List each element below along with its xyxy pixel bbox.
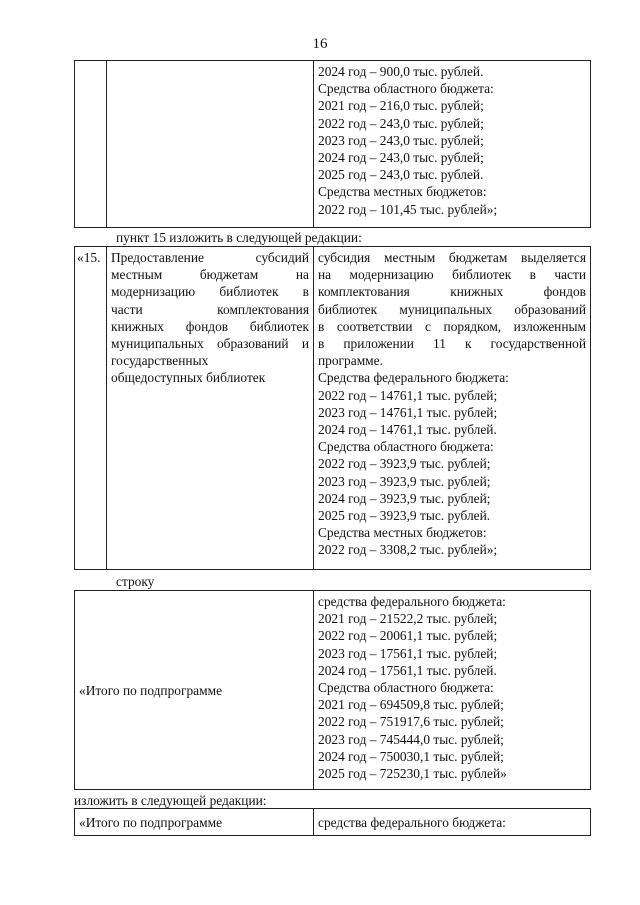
instruction-next-edition: изложить в следующей редакции: <box>74 793 267 808</box>
text-line: 2022 год – 751917,6 тыс. рублей; <box>318 714 504 730</box>
text-line: в соответствии с порядком, изложенным <box>318 318 586 334</box>
text-line: 2024 год – 17561,1 тыс. рублей. <box>318 662 497 678</box>
text-line: 2021 год – 694509,8 тыс. рублей; <box>318 697 504 713</box>
text-line: 2023 год – 17561,1 тыс. рублей; <box>318 645 498 661</box>
item-number: «15. <box>77 250 101 265</box>
page-number: 16 <box>312 36 328 52</box>
text-line: Предоставление субсидий <box>111 250 309 265</box>
table-3 <box>74 590 591 790</box>
text-line: программе. <box>318 353 383 369</box>
table-2-name-cell <box>107 247 314 570</box>
total-label: «Итого по подпрограмме <box>79 683 223 699</box>
text-line: Средства местных бюджетов: <box>318 184 487 200</box>
text-line: 2024 год – 750030,1 тыс. рублей; <box>318 748 504 764</box>
text-line: части комплектования <box>111 301 309 317</box>
text-line: Средства областного бюджета: <box>318 680 494 696</box>
text-line: 2025 год – 3923,9 тыс. рублей. <box>318 508 491 524</box>
text-line: 2023 год – 745444,0 тыс. рублей; <box>318 731 504 747</box>
new-total-funding: средства федерального бюджета: <box>318 815 506 830</box>
table-1-funding-lines <box>314 61 590 218</box>
total-funding-lines <box>314 591 590 782</box>
text-line: 2022 год – 243,0 тыс. рублей; <box>318 115 484 131</box>
new-total-label: «Итого по подпрограмме <box>79 815 223 830</box>
text-line: субсидия местным бюджетам выделяется <box>318 250 586 265</box>
table-1 <box>74 60 591 228</box>
table-2-funding-cell <box>314 247 591 570</box>
text-line: 2022 год – 101,45 тыс. рублей»; <box>318 201 498 217</box>
text-line: 2023 год – 14761,1 тыс. рублей; <box>318 404 498 420</box>
text-line: общедоступных библиотек <box>111 370 266 386</box>
item-description-lines <box>314 247 590 369</box>
text-line: 2022 год – 20061,1 тыс. рублей; <box>318 628 498 644</box>
text-line: 2024 год – 14761,1 тыс. рублей. <box>318 422 497 438</box>
table-3-funding-cell <box>314 591 591 790</box>
text-line: 2024 год – 243,0 тыс. рублей; <box>318 150 484 166</box>
text-line: государственных <box>111 353 209 369</box>
text-line: в приложении 11 к государственной <box>318 336 586 352</box>
text-line: 2025 год – 725230,1 тыс. рублей» <box>318 766 507 782</box>
text-line: 2024 год – 900,0 тыс. рублей. <box>318 64 484 79</box>
text-line: средства федерального бюджета: <box>318 594 506 609</box>
text-line: Средства областного бюджета: <box>318 81 494 97</box>
text-line: модернизацию библиотек в <box>111 284 309 300</box>
text-line: 2023 год – 243,0 тыс. рублей; <box>318 132 484 148</box>
text-line: книжных фондов библиотек <box>111 318 309 334</box>
text-line: на модернизацию библиотек в части <box>318 267 586 283</box>
table-1-funding-cell <box>314 61 591 228</box>
text-line: библиотек муниципальных образований <box>318 301 586 317</box>
table-4-label-cell <box>75 809 314 836</box>
table-4 <box>74 808 591 836</box>
text-line: 2024 год – 3923,9 тыс. рублей; <box>318 490 491 506</box>
item-name-lines <box>107 247 313 387</box>
table-1-name-cell <box>107 61 314 228</box>
text-line: 2021 год – 21522,2 тыс. рублей; <box>318 611 498 627</box>
table-4-funding-cell <box>314 809 591 836</box>
table-2-num-cell <box>75 247 107 570</box>
instruction-row: строку <box>116 574 155 589</box>
instruction-point-15: пункт 15 изложить в следующей редакции: <box>116 230 362 245</box>
text-line: комплектования книжных фондов <box>318 284 586 300</box>
text-line: Средства областного бюджета: <box>318 439 494 455</box>
text-line: Средства местных бюджетов: <box>318 525 487 541</box>
text-line: 2022 год – 3308,2 тыс. рублей»; <box>318 542 498 558</box>
text-line: 2025 год – 243,0 тыс. рублей. <box>318 167 484 183</box>
text-line: Средства федерального бюджета: <box>318 370 509 386</box>
table-3-label-cell <box>75 591 314 790</box>
text-line: 2022 год – 14761,1 тыс. рублей; <box>318 387 498 403</box>
text-line: 2021 год – 216,0 тыс. рублей; <box>318 98 484 114</box>
table-1-num-cell <box>75 61 107 228</box>
item-funding-lines <box>314 369 590 558</box>
text-line: 2022 год – 3923,9 тыс. рублей; <box>318 456 491 472</box>
text-line: муниципальных образований и <box>111 336 309 352</box>
text-line: местным бюджетам на <box>111 267 309 283</box>
text-line: 2023 год – 3923,9 тыс. рублей; <box>318 473 491 489</box>
table-2 <box>74 246 591 570</box>
